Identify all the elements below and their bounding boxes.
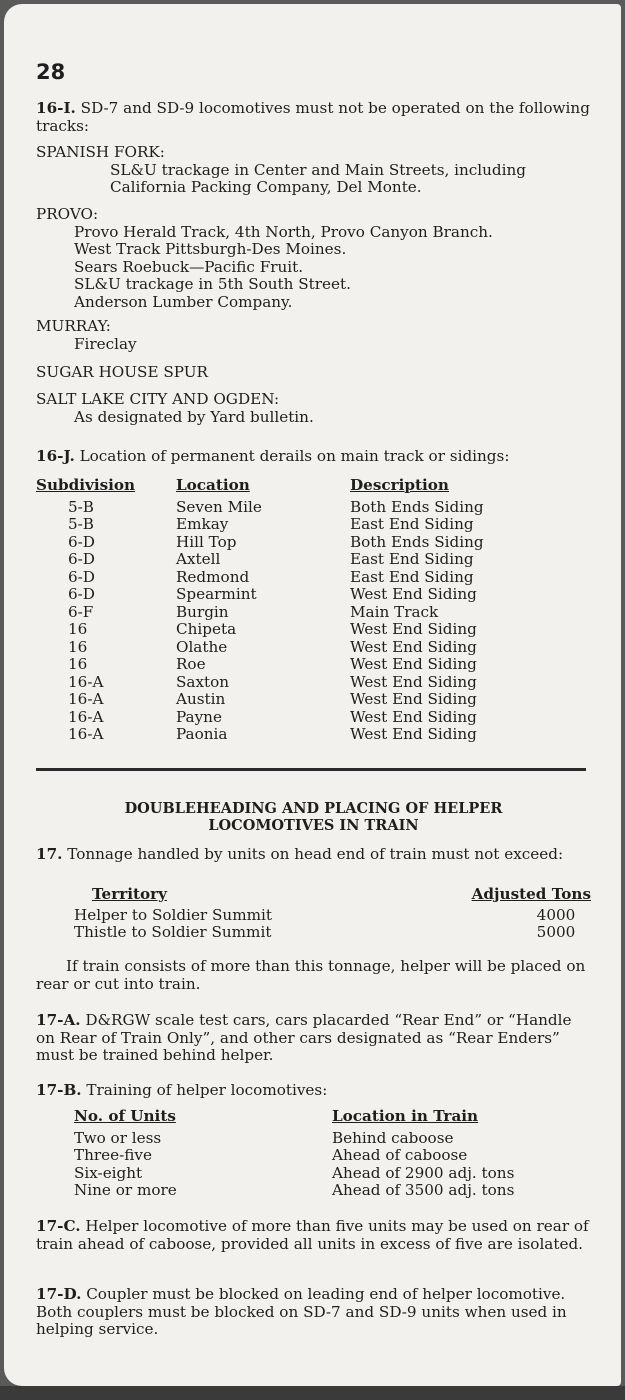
column-header: Subdivision (36, 476, 136, 494)
rule-17 (36, 846, 591, 864)
rule-17a (36, 1012, 591, 1065)
column-header: Territory (92, 885, 167, 903)
subdivision-cell: 16-A (68, 690, 104, 708)
rule-body: Coupler must be blocked on leading end of helper locomotive. Both couplers must be blocked on SD-7 and SD-9 units when used in helping service. (36, 1285, 567, 1338)
murray-block (36, 318, 591, 353)
territory-cell: Helper to Soldier Summit (74, 905, 272, 924)
table-row (36, 516, 591, 534)
description-cell: East End Siding (350, 550, 474, 568)
subdivision-cell: 16 (68, 655, 88, 673)
description-cell: West End Siding (350, 655, 477, 673)
subdivision-cell: 6-D (68, 585, 95, 603)
section-divider (36, 768, 586, 771)
table-body (36, 499, 591, 744)
subdivision-cell: 6-D (68, 567, 95, 586)
slc-block (36, 391, 591, 426)
description-cell: West End Siding (350, 725, 477, 743)
column-header: Location (176, 476, 250, 494)
rule-16i-text (36, 100, 591, 135)
table-row (36, 604, 591, 622)
rule-17b (36, 1082, 591, 1100)
sugar-house-block (36, 364, 591, 382)
table-header (36, 477, 591, 495)
table-row (36, 499, 591, 517)
location-title: SUGAR HOUSE SPUR (36, 363, 208, 381)
rule-17-text (36, 846, 591, 864)
description-cell: West End Siding (350, 672, 477, 691)
table-row (36, 586, 591, 604)
table-row (36, 1165, 591, 1183)
heading-line: DOUBLEHEADING AND PLACING OF HELPER (124, 800, 503, 817)
subdivision-cell: 6-D (68, 532, 95, 551)
table-row (36, 1182, 591, 1200)
location-cell: Payne (176, 707, 222, 726)
rule-number: 16-J. (36, 447, 75, 465)
units-cell: Three-five (74, 1146, 152, 1164)
table-row (36, 621, 591, 639)
location-title: SALT LAKE CITY AND OGDEN: (36, 390, 280, 408)
location-cell: Chipeta (176, 620, 237, 638)
location-line: California Packing Company, Del Monte. (110, 178, 422, 196)
location-cell: Redmond (176, 567, 250, 586)
tonnage-table (36, 886, 591, 942)
table-row (36, 691, 591, 709)
spanish-fork-block (36, 144, 591, 197)
location-cell: Paonia (176, 725, 228, 743)
rule-17d-text (36, 1286, 591, 1339)
rule-17c (36, 1218, 591, 1253)
description-cell: East End Siding (350, 567, 474, 586)
rule-16j (36, 448, 591, 466)
rule-17b-text (36, 1082, 591, 1100)
location-in-train-cell: Ahead of 3500 adj. tons (332, 1181, 515, 1199)
location-cell: Roe (176, 655, 206, 673)
rule-number: 17-D. (36, 1285, 82, 1303)
subdivision-cell: 16-A (68, 707, 104, 726)
rule-17-note (36, 958, 591, 993)
rule-body: Training of helper locomotives: (86, 1081, 328, 1099)
description-cell: East End Siding (350, 515, 474, 533)
location-title: PROVO: (36, 205, 99, 223)
subdivision-cell: 16-A (68, 672, 104, 691)
description-cell: West End Siding (350, 620, 477, 638)
table-row (36, 924, 591, 942)
subdivision-cell: 16 (68, 620, 88, 638)
table-header (36, 1108, 591, 1126)
location-line: Anderson Lumber Company. (74, 292, 293, 311)
subdivision-cell: 16-A (68, 725, 104, 743)
helper-table (36, 1108, 591, 1200)
column-header: Description (350, 476, 449, 494)
description-cell: Both Ends Siding (350, 532, 484, 551)
rule-17a-text (36, 1012, 591, 1065)
location-cell: Seven Mile (176, 497, 262, 516)
tons-cell: 4000 (536, 905, 576, 924)
rule-number: 16-I. (36, 99, 76, 117)
location-cell: Burgin (176, 602, 229, 621)
book-edge (0, 1386, 625, 1400)
rule-16j-text (36, 448, 591, 466)
table-body (36, 1130, 591, 1200)
subdivision-cell: 6-D (68, 550, 95, 568)
section-heading (36, 800, 591, 834)
rule-number: 17. (36, 845, 63, 863)
location-cell: Hill Top (176, 532, 237, 551)
location-line: Fireclay (74, 334, 137, 353)
rule-body: Tonnage handled by units on head end of train must not exceed: (67, 845, 564, 863)
rule-body: Helper locomotive of more than five units may be used on rear of train ahead of caboose, provided all units in excess of five are isolated. (36, 1217, 589, 1253)
description-cell: Both Ends Siding (350, 497, 484, 516)
provo-block (36, 206, 591, 311)
location-in-train-cell: Ahead of caboose (332, 1146, 468, 1164)
location-cell: Olathe (176, 637, 228, 656)
rule-16i (36, 100, 591, 135)
territory-cell: Thistle to Soldier Summit (74, 923, 272, 941)
description-cell: West End Siding (350, 585, 477, 603)
page-number: 28 (36, 60, 66, 84)
table-row (36, 551, 591, 569)
table-row (36, 1130, 591, 1148)
tons-cell: 5000 (536, 923, 576, 941)
units-cell: Six-eight (74, 1163, 143, 1182)
rule-number: 17-C. (36, 1217, 81, 1235)
table-row (36, 907, 591, 925)
subdivision-cell: 6-F (68, 602, 94, 621)
rule-body: Location of permanent derails on main track or sidings: (79, 447, 510, 465)
page (4, 4, 621, 1386)
location-line: As designated by Yard bulletin. (74, 407, 314, 426)
location-in-train-cell: Behind caboose (332, 1128, 454, 1147)
table-row (36, 534, 591, 552)
location-line: Sears Roebuck—Pacific Fruit. (74, 257, 304, 276)
location-title: MURRAY: (36, 317, 111, 335)
subdivision-cell: 16 (68, 637, 88, 656)
subdivision-cell: 5-B (68, 497, 94, 516)
units-cell: Nine or more (74, 1181, 177, 1199)
table-row (36, 656, 591, 674)
rule-body: D&RGW scale test cars, cars placarded “Rear End” or “Handle on Rear of Train Only”, and other cars designated as “Rear Enders” must be trained behind helper. (36, 1011, 572, 1064)
location-line: Provo Herald Track, 4th North, Provo Canyon Branch. (74, 222, 493, 241)
rule-17d (36, 1286, 591, 1339)
table-row (36, 709, 591, 727)
derails-table (36, 477, 591, 744)
description-cell: West End Siding (350, 690, 477, 708)
column-header: Location in Train (332, 1107, 479, 1125)
units-cell: Two or less (74, 1128, 162, 1147)
column-header: No. of Units (74, 1107, 176, 1125)
description-cell: West End Siding (350, 637, 477, 656)
location-cell: Emkay (176, 515, 229, 533)
heading-line: LOCOMOTIVES IN TRAIN (208, 817, 419, 834)
location-line: SL&U trackage in Center and Main Streets, including (110, 160, 527, 179)
location-cell: Spearmint (176, 585, 257, 603)
location-in-train-cell: Ahead of 2900 adj. tons (332, 1163, 515, 1182)
note-text: If train consists of more than this tonnage, helper will be placed on rear or cut into train. (36, 957, 586, 993)
location-line: West Track Pittsburgh-Des Moines. (74, 240, 347, 258)
location-line: SL&U trackage in 5th South Street. (74, 275, 351, 293)
location-cell: Saxton (176, 672, 230, 691)
table-row (36, 726, 591, 744)
table-row (36, 674, 591, 692)
location-cell: Austin (176, 690, 226, 708)
column-header: Adjusted Tons (471, 885, 591, 903)
rule-number: 17-B. (36, 1081, 82, 1099)
rule-number: 17-A. (36, 1011, 81, 1029)
table-row (36, 1147, 591, 1165)
table-row (36, 639, 591, 657)
location-cell: Axtell (176, 550, 221, 568)
table-row (36, 569, 591, 587)
table-header (36, 886, 591, 904)
rule-17c-text (36, 1218, 591, 1253)
description-cell: Main Track (350, 602, 439, 621)
rule-body: SD-7 and SD-9 locomotives must not be operated on the following tracks: (36, 99, 590, 135)
description-cell: West End Siding (350, 707, 477, 726)
subdivision-cell: 5-B (68, 515, 94, 533)
location-title: SPANISH FORK: (36, 143, 165, 161)
